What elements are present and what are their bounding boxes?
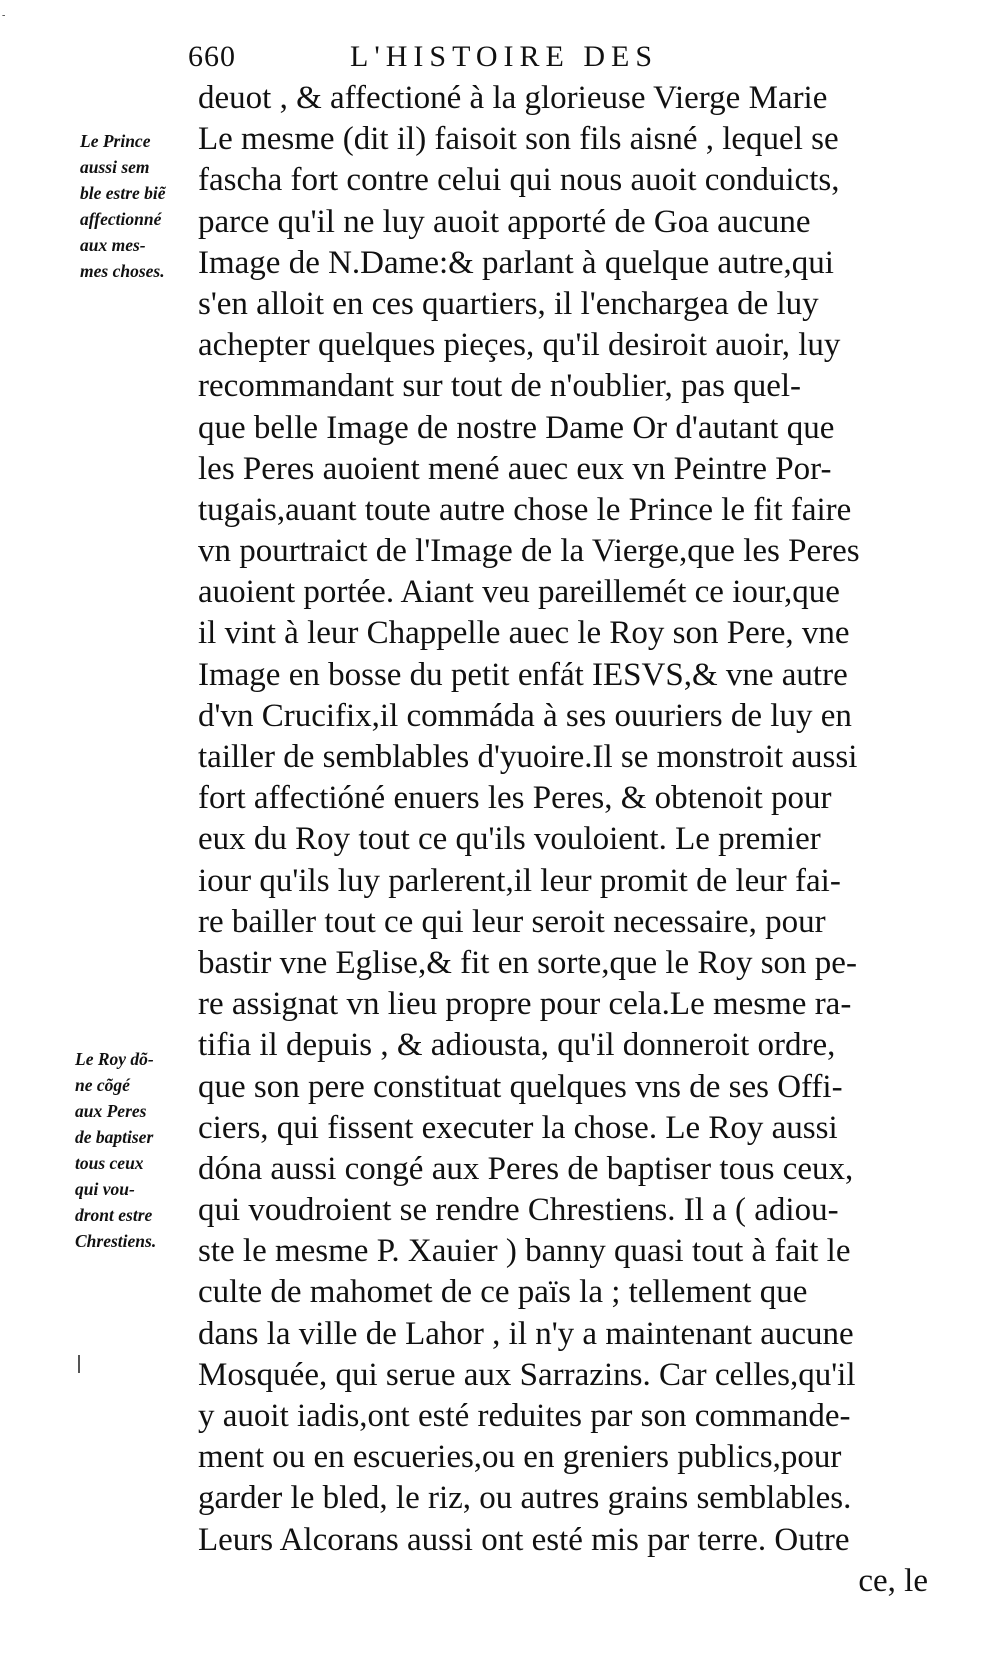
margin-tick-mark [78, 1355, 80, 1373]
text-line: achepter quelques pieçes, qu'il desiroit auoir, luy [198, 327, 841, 364]
text-line: fascha fort contre celui qui nous auoit conduicts, [198, 162, 840, 199]
page-number: 660 [188, 40, 236, 73]
text-line: il vint à leur Chappelle auec le Roy son Pere, vne [198, 615, 850, 652]
text-line: re bailler tout ce qui leur seroit necessaire, pour [198, 903, 826, 940]
margin-note-line: Le Roy dõ- [75, 1049, 154, 1069]
catchword-line: ce, le [858, 1562, 928, 1599]
text-line: iour qu'ils luy parlerent,il leur promit de leur fai- [198, 862, 841, 899]
margin-note-king [75, 1046, 193, 1254]
margin-note-line: de baptiser [75, 1127, 154, 1147]
text-line: Le mesme (dit il) faisoit son fils aisné , lequel se [198, 121, 839, 158]
text-line: que son pere constituat quelques vns de ses Offi- [198, 1068, 843, 1105]
text-line: dans la ville de Lahor , il n'y a maintenant aucune [198, 1315, 854, 1352]
text-line: s'en alloit en ces quartiers, il l'enchargea de luy [198, 285, 819, 322]
text-line: fort affectióné enuers les Peres, & obtenoit pour [198, 780, 832, 817]
text-line: tailler de semblables d'yuoire.Il se monstroit aussi [198, 739, 858, 775]
text-line: tugais,auant toute autre chose le Prince le fit faire [198, 491, 852, 528]
text-line: eux du Roy tout ce qu'ils vouloient. Le premier [198, 821, 821, 858]
margin-note-line: aux Peres [75, 1101, 147, 1121]
text-line: tifia il depuis , & adiousta, qu'il donneroit ordre, [198, 1027, 836, 1064]
text-line: auoient portée. Aiant veu pareillemét ce iour,que [198, 574, 840, 611]
corner-mark: - [2, 10, 6, 21]
text-line: d'vn Crucifix,il commáda à ses ouuriers de luy en [198, 697, 852, 734]
text-line: re assignat vn lieu propre pour cela.Le mesme ra- [198, 986, 852, 1023]
margin-note-line: ble estre biẽ [80, 183, 166, 203]
text-line: parce qu'il ne luy auoit apporté de Goa aucune [198, 203, 811, 240]
text-line: vn pourtraict de l'Image de la Vierge,que les Peres [198, 533, 860, 570]
text-line: Mosquée, qui serue aux Sarrazins. Car celles,qu'il [198, 1356, 856, 1393]
running-title: L'HISTOIRE DES [350, 40, 659, 73]
margin-note-line: ne cõgé [75, 1075, 130, 1095]
text-line: dóna aussi congé aux Peres de baptiser tous ceux, [198, 1150, 854, 1187]
text-line: Image en bosse du petit enfát IESVS,& vne autre [198, 656, 848, 693]
margin-note-line: aussi sem [80, 157, 150, 177]
margin-note-line: Le Prince [80, 131, 151, 151]
text-line: que belle Image de nostre Dame Or d'autant que [198, 409, 835, 446]
margin-note-line: tous ceux [75, 1153, 144, 1173]
body-text [198, 78, 948, 1602]
text-line: y auoit iadis,ont esté reduites par son commande- [198, 1398, 851, 1434]
text-line: bastir vne Eglise,& fit en sorte,que le Roy son pe- [198, 944, 857, 981]
margin-note-prince [80, 128, 192, 284]
margin-note-line: Chrestiens. [75, 1231, 157, 1251]
margin-note-line: affectionné [80, 209, 162, 229]
text-line: les Peres auoient mené auec eux vn Peintre Por- [198, 450, 832, 487]
text-line: deuot , & affectioné à la glorieuse Vierge Marie [198, 80, 828, 116]
text-line: ste le mesme P. Xauier ) banny quasi tout à fait le [198, 1233, 851, 1270]
margin-note-line: aux mes- [80, 235, 146, 255]
text-line: Image de N.Dame:& parlant à quelque autre,qui [198, 244, 834, 281]
text-line: recommandant sur tout de n'oublier, pas quel- [198, 368, 802, 405]
text-line: Leurs Alcorans aussi ont esté mis par terre. Outre [198, 1521, 850, 1558]
margin-note-line: mes choses. [80, 261, 165, 281]
text-line: ciers, qui fissent executer la chose. Le Roy aussi [198, 1109, 838, 1146]
text-line: garder le bled, le riz, ou autres grains semblables. [198, 1480, 852, 1517]
text-line: qui voudroient se rendre Chrestiens. Il a ( adiou- [198, 1192, 839, 1229]
margin-note-line: qui vou- [75, 1179, 135, 1199]
text-line: ment ou en escueries,ou en greniers publics,pour [198, 1439, 842, 1476]
margin-note-line: dront estre [75, 1205, 153, 1225]
text-line: culte de mahomet de ce païs la ; tellement que [198, 1274, 808, 1311]
